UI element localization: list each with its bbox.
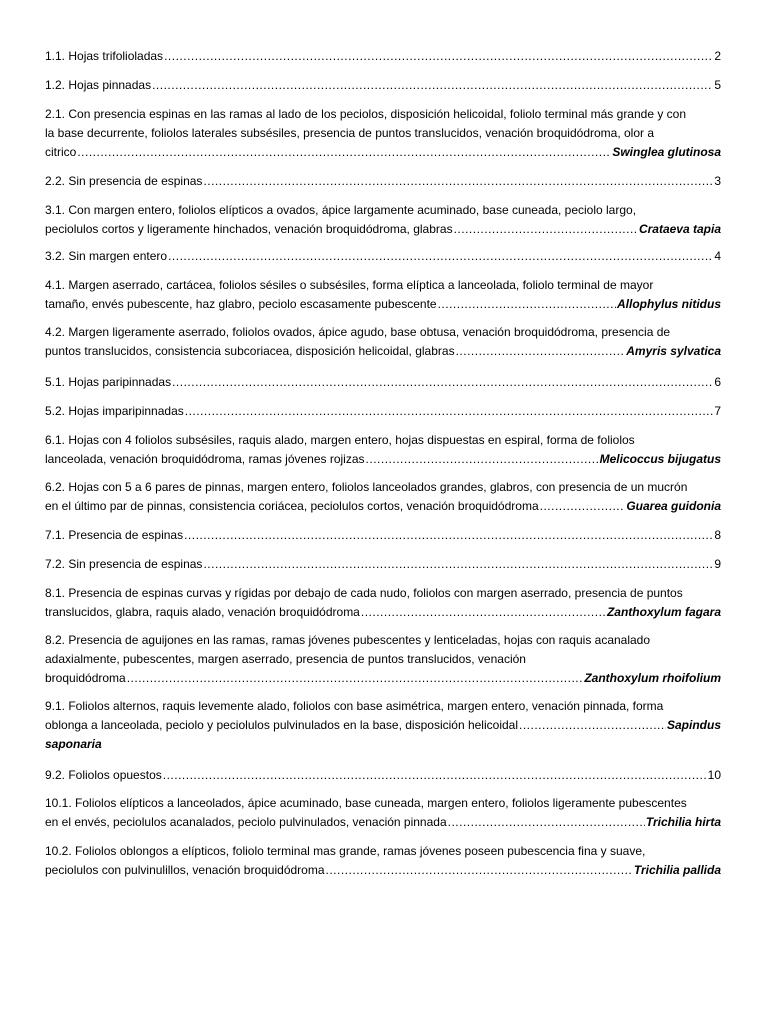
dot-leader	[448, 813, 645, 832]
key-entry-leader-line	[45, 342, 721, 361]
key-entry-line: adaxialmente, pubescentes, margen aserrado, presencia de puntos translucidos, venación	[45, 652, 526, 666]
key-entry-text: 9.2. Foliolos opuestos	[45, 768, 162, 782]
dot-leader	[366, 450, 599, 469]
key-entry-leader-line	[45, 220, 721, 239]
key-entry-leader-line	[45, 766, 721, 785]
dot-leader	[540, 497, 626, 516]
key-entry-line: 10.2. Foliolos oblongos a elípticos, foliolo terminal mas grande, ramas jóvenes poseen pubescencia fina y suave,	[45, 844, 646, 858]
go-to-step-number: 2	[714, 49, 721, 63]
key-entry-leader-line	[45, 402, 721, 421]
key-entry-text: 1.2. Hojas pinnadas	[45, 78, 152, 92]
key-entry-leader-line	[45, 813, 721, 832]
key-entry-leader-line	[45, 497, 721, 516]
key-entry-line: 6.2. Hojas con 5 a 6 pares de pinnas, margen entero, foliolos lanceolados grandes, glabros, con presencia de un mucrón	[45, 480, 688, 494]
key-entry	[45, 842, 721, 880]
dot-leader	[77, 143, 611, 162]
key-entry	[45, 402, 721, 421]
key-entry-line: 8.1. Presencia de espinas curvas y rígidas por debajo de cada nudo, foliolos con margen aserrado, presencia de puntos	[45, 586, 683, 600]
dot-leader	[438, 295, 616, 314]
go-to-step-number: 4	[714, 249, 721, 263]
key-entry-leader-line	[45, 295, 721, 314]
key-entry	[45, 794, 721, 832]
key-entry	[45, 201, 721, 239]
species-name-continuation: saponaria	[45, 737, 102, 751]
dot-leader	[519, 716, 666, 735]
key-entry	[45, 247, 721, 266]
key-entry-leader-line	[45, 172, 721, 191]
key-entry-text: 5.1. Hojas paripinnadas	[45, 375, 172, 389]
key-entry-line: 3.1. Con margen entero, foliolos elípticos a ovados, ápice largamente acuminado, base cuneada, peciolo largo,	[45, 203, 637, 217]
dot-leader	[152, 76, 713, 95]
key-entry	[45, 47, 721, 66]
key-entry	[45, 431, 721, 469]
key-entry-leader-line	[45, 603, 721, 622]
key-entry-leader-line	[45, 555, 721, 574]
key-entry-leader-line	[45, 526, 721, 545]
key-entry-text: tamaño, envés pubescente, haz glabro, peciolo escasamente pubescente	[45, 297, 437, 311]
key-entry-text: puntos translucidos, consistencia subcoriacea, disposición helicoidal, glabras	[45, 344, 455, 358]
key-entry	[45, 478, 721, 516]
key-entry	[45, 323, 721, 361]
key-entry-text: translucidos, glabra, raquis alado, venación broquidódroma	[45, 605, 360, 619]
key-entry-leader-line	[45, 669, 721, 688]
key-entry-leader-line	[45, 861, 721, 880]
key-entry-leader-line	[45, 247, 721, 266]
key-entry-leader-line	[45, 716, 721, 735]
key-entry-text: oblonga a lanceolada, peciolo y peciolulos pulvinulados en la base, disposición helicoidal	[45, 718, 518, 732]
key-entry	[45, 555, 721, 574]
go-to-step-number: 8	[714, 528, 721, 542]
go-to-step-number: 9	[714, 557, 721, 571]
key-entry	[45, 526, 721, 545]
species-name: Amyris sylvatica	[626, 344, 721, 358]
key-entry-line: 4.1. Margen aserrado, cartácea, foliolos sésiles o subsésiles, forma elíptica a lanceolada, foliolo terminal de mayor	[45, 278, 654, 292]
dot-leader	[172, 373, 713, 392]
key-entry-text: peciolulos con pulvinulillos, venación broquidódroma	[45, 863, 325, 877]
key-entry	[45, 76, 721, 95]
key-entry-line: 10.1. Foliolos elípticos a lanceolados, ápice acuminado, base cuneada, margen entero, foliolos ligeramente pubescentes	[45, 796, 687, 810]
key-entry-text: 1.1. Hojas trifolioladas	[45, 49, 164, 63]
species-name: Trichilia pallida	[633, 863, 721, 877]
key-entry-line: 6.1. Hojas con 4 foliolos subsésiles, raquis alado, margen entero, hojas dispuestas en espiral, forma de foliolos	[45, 433, 635, 447]
key-entry-text: citrico	[45, 145, 77, 159]
key-entry	[45, 172, 721, 191]
dot-leader	[127, 669, 584, 688]
go-to-step-number: 5	[714, 78, 721, 92]
key-entry-leader-line	[45, 143, 721, 162]
dot-leader	[184, 526, 713, 545]
dot-leader	[185, 402, 714, 421]
key-entry	[45, 631, 721, 688]
key-entry-text: en el último par de pinnas, consistencia coriácea, peciolulos cortos, venación broquidódroma	[45, 499, 539, 513]
key-entry-leader-line	[45, 47, 721, 66]
dot-leader	[326, 861, 633, 880]
key-entry	[45, 697, 721, 754]
dot-leader	[168, 247, 713, 266]
species-name: Zanthoxylum fagara	[606, 605, 721, 619]
key-entry	[45, 373, 721, 392]
key-entry-text: en el envés, peciolulos acanalados, peciolo pulvinulados, venación pinnada	[45, 815, 447, 829]
key-entry-line: 2.1. Con presencia espinas en las ramas al lado de los peciolos, disposición helicoidal, foliolo terminal más grande y con	[45, 107, 687, 121]
key-entry-line: 8.2. Presencia de aguijones en las ramas, ramas jóvenes pubescentes y lenticeladas, hojas con raquis acanalado	[45, 633, 651, 647]
species-name: Swinglea glutinosa	[612, 145, 721, 159]
species-name: Zanthoxylum rhoifolium	[584, 671, 721, 685]
key-entry-line: 9.1. Foliolos alternos, raquis levemente alado, foliolos con base asimétrica, margen entero, venación pinnada, forma	[45, 699, 664, 713]
key-entry-text: 5.2. Hojas imparipinnadas	[45, 404, 184, 418]
key-entry-text: lanceolada, venación broquidódroma, ramas jóvenes rojizas	[45, 452, 365, 466]
species-name: Melicoccus bijugatus	[599, 452, 721, 466]
species-name: Guarea guidonia	[626, 499, 721, 513]
key-entry-leader-line	[45, 76, 721, 95]
key-entry-text: 7.2. Sin presencia de espinas	[45, 557, 203, 571]
key-entry	[45, 105, 721, 162]
species-name: Allophylus nitidus	[617, 297, 721, 311]
dot-leader	[203, 172, 713, 191]
go-to-step-number: 6	[714, 375, 721, 389]
species-name: Crataeva tapia	[638, 222, 721, 236]
dot-leader	[163, 766, 707, 785]
dot-leader	[456, 342, 626, 361]
key-entry-text: 2.2. Sin presencia de espinas	[45, 174, 203, 188]
key-entry	[45, 276, 721, 314]
dot-leader	[454, 220, 638, 239]
key-entry-line: 4.2. Margen ligeramente aserrado, foliolos ovados, ápice agudo, base obtusa, venación broquidódroma, presencia de	[45, 325, 671, 339]
go-to-step-number: 10	[707, 768, 721, 782]
go-to-step-number: 3	[714, 174, 721, 188]
key-entry-text: 3.2. Sin margen entero	[45, 249, 168, 263]
dot-leader	[361, 603, 606, 622]
key-entry	[45, 766, 721, 785]
key-entry	[45, 584, 721, 622]
key-entry-text: broquidódroma	[45, 671, 126, 685]
species-name: Sapindus	[666, 718, 721, 732]
key-entry-leader-line	[45, 450, 721, 469]
go-to-step-number: 7	[714, 404, 721, 418]
key-entry-text: 7.1. Presencia de espinas	[45, 528, 184, 542]
dot-leader	[164, 47, 713, 66]
key-entry-text: peciolulos cortos y ligeramente hinchados, venación broquidódroma, glabras	[45, 222, 453, 236]
key-entry-leader-line	[45, 373, 721, 392]
species-name: Trichilia hirta	[645, 815, 721, 829]
dot-leader	[203, 555, 713, 574]
key-entry-line: la base decurrente, foliolos laterales subsésiles, presencia de puntos translucidos, venación broquidódroma, olor a	[45, 126, 655, 140]
